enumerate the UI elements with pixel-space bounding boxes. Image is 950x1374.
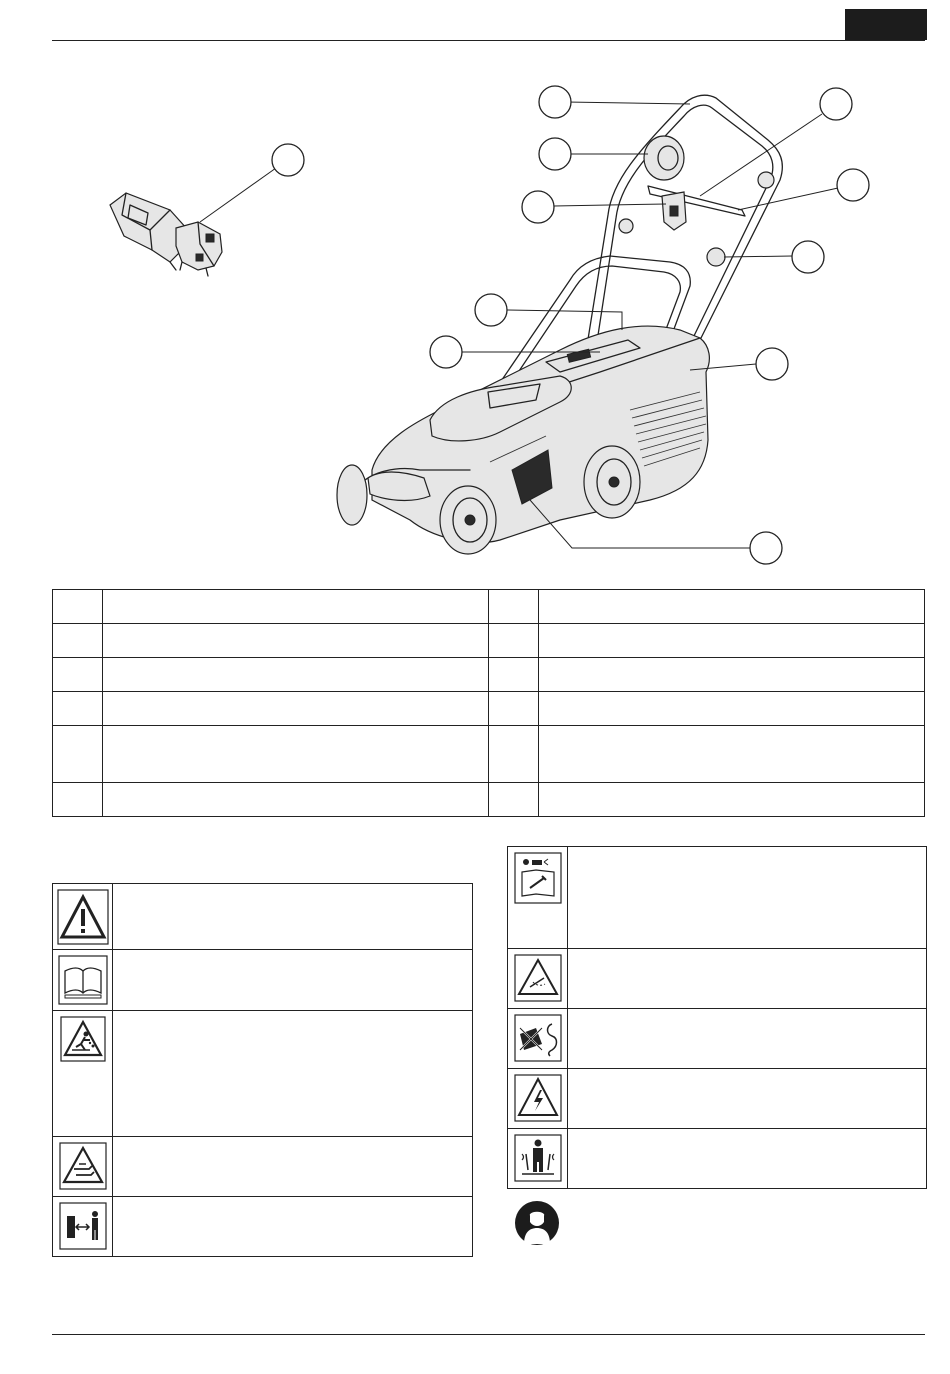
keep-distance-icon — [59, 1202, 107, 1250]
symbol-description — [568, 847, 927, 949]
callout-circle — [837, 169, 869, 201]
table-row — [508, 1069, 927, 1129]
part-name — [103, 624, 489, 658]
sharp-blades-icon — [59, 1142, 107, 1190]
table-row — [53, 590, 925, 624]
symbol-description — [568, 1069, 927, 1129]
part-number — [53, 624, 103, 658]
part-number — [489, 783, 539, 817]
symbols-table-right — [507, 846, 927, 1189]
symbols-table-left — [52, 883, 473, 1257]
warning-triangle-icon — [57, 889, 109, 945]
part-name — [539, 783, 925, 817]
callout-circle — [539, 138, 571, 170]
thrown-objects-icon — [60, 1016, 106, 1062]
callout-circle — [820, 88, 852, 120]
table-row — [53, 950, 473, 1011]
part-number — [489, 726, 539, 783]
table-row — [508, 1009, 927, 1069]
table-row — [508, 949, 927, 1009]
part-name — [539, 692, 925, 726]
keep-bystanders-away-icon — [514, 1134, 562, 1182]
table-row — [53, 1011, 473, 1137]
callout-circle — [430, 336, 462, 368]
table-row — [53, 624, 925, 658]
symbol-description — [568, 949, 927, 1009]
read-manual-icon — [58, 955, 108, 1005]
part-name — [539, 658, 925, 692]
callout-circle — [756, 348, 788, 380]
footer-rule — [52, 1334, 925, 1335]
symbol-description — [113, 950, 473, 1011]
keep-cable-away-icon — [514, 1014, 562, 1062]
mulching-plug-icon — [110, 193, 222, 276]
part-name — [103, 658, 489, 692]
part-number — [53, 692, 103, 726]
electric-shock-icon — [514, 1074, 562, 1122]
symbol-description — [113, 1197, 473, 1257]
table-row — [53, 1197, 473, 1257]
ear-protection-icon — [514, 1200, 560, 1246]
part-number — [53, 590, 103, 624]
symbol-description — [568, 1129, 927, 1189]
part-number — [53, 783, 103, 817]
table-row — [53, 1137, 473, 1197]
parts-figure — [0, 0, 950, 580]
part-name — [103, 692, 489, 726]
callout-circle — [272, 144, 304, 176]
table-row — [53, 692, 925, 726]
table-row — [53, 884, 473, 950]
symbol-description — [568, 1009, 927, 1069]
part-number — [489, 692, 539, 726]
part-number — [489, 624, 539, 658]
table-row — [508, 1129, 927, 1189]
callout-circle — [475, 294, 507, 326]
part-name — [539, 726, 925, 783]
parts-table — [52, 589, 925, 817]
part-name — [539, 624, 925, 658]
part-name — [539, 590, 925, 624]
symbol-description — [113, 884, 473, 950]
symbol-description — [113, 1011, 473, 1137]
table-row — [53, 726, 925, 783]
part-name — [103, 726, 489, 783]
callout-circle — [750, 532, 782, 564]
callout-circle — [522, 191, 554, 223]
part-number — [489, 658, 539, 692]
callout-circle — [539, 86, 571, 118]
part-number — [53, 726, 103, 783]
table-row — [53, 658, 925, 692]
part-number — [53, 658, 103, 692]
table-row — [508, 847, 927, 949]
table-row — [53, 783, 925, 817]
disconnect-before-maintenance-icon — [514, 852, 562, 904]
part-number — [489, 590, 539, 624]
callout-circle — [792, 241, 824, 273]
part-name — [103, 590, 489, 624]
blade-continues-rotating-icon — [514, 954, 562, 1002]
symbol-description — [113, 1137, 473, 1197]
part-name — [103, 783, 489, 817]
